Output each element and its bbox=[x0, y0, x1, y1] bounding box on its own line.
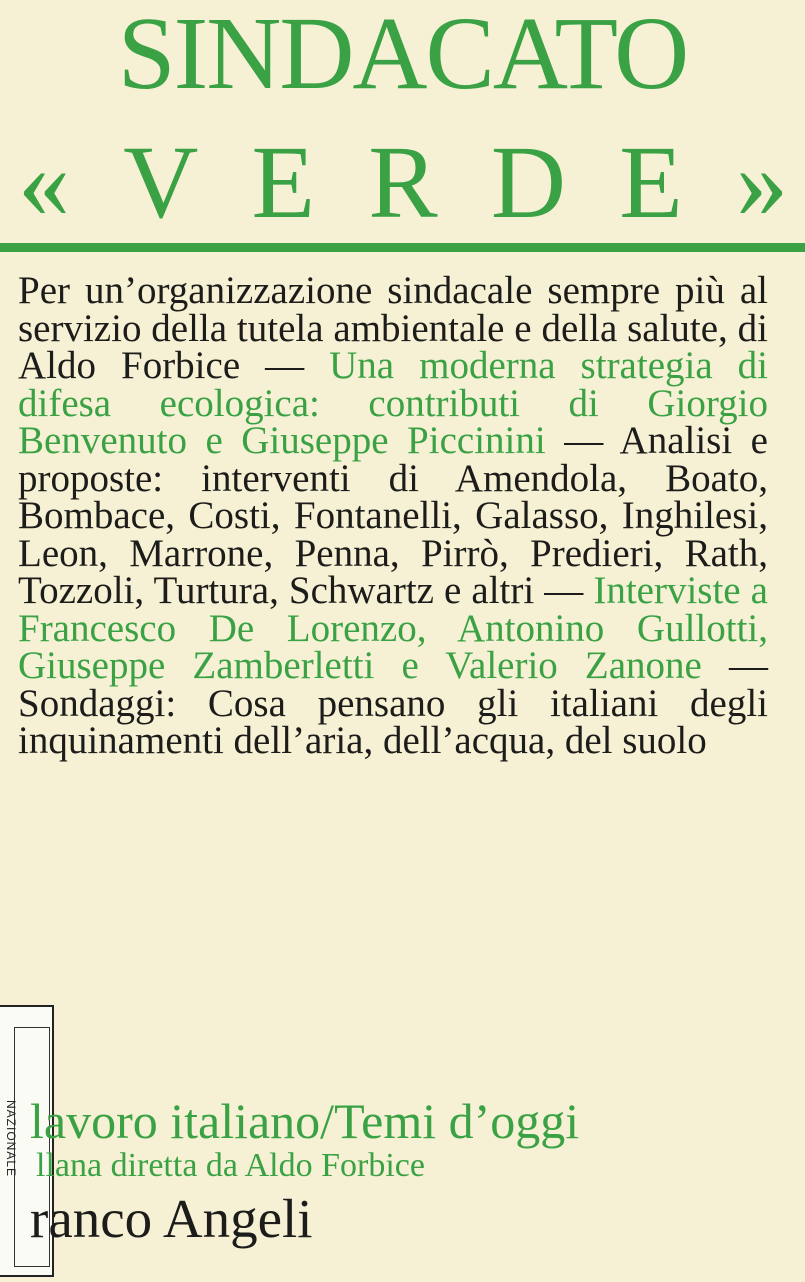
title-char: « bbox=[18, 125, 70, 240]
publisher-name: ranco Angeli bbox=[30, 1188, 313, 1249]
blurb-text: Per un’organizzazione sindacale sempre più al servizio della tutela ambientale e della salute, di Aldo Forbice — bbox=[18, 269, 768, 387]
title-line-1: SINDACATO bbox=[117, 0, 688, 111]
cover-blurb bbox=[18, 269, 768, 762]
title-char: E bbox=[619, 125, 683, 240]
title-char: R bbox=[368, 125, 438, 240]
title-line-2 bbox=[18, 125, 788, 240]
blurb-highlight: Interviste a Francesco De Lorenzo, Antonino Gullotti, Giuseppe Zamberletti e Valerio Zanone bbox=[18, 569, 768, 687]
title-char: V bbox=[123, 125, 199, 240]
blurb-text: — Analisi e proposte: interventi di Amendola, Boato, Bombace, Costi, Fontanelli, Galasso, Inghilesi, Leon, Marrone, Penna, Pirrò, Predieri, Rath, Tozzoli, Turtura, Schwartz e altri — bbox=[18, 419, 768, 612]
title-char: » bbox=[735, 125, 788, 240]
series-curator: llana diretta da Aldo Forbice bbox=[36, 1147, 425, 1184]
library-label-text: NAZIONALE bbox=[4, 1100, 18, 1178]
blurb-highlight: Una moderna strategia di difesa ecologica: contributi di Giorgio Benvenuto e Giuseppe Piccinini bbox=[18, 344, 768, 462]
title-divider bbox=[0, 243, 805, 252]
series-title: lavoro italiano/Temi d’oggi bbox=[30, 1093, 580, 1149]
title-char: D bbox=[490, 125, 566, 240]
title-char: E bbox=[251, 125, 316, 240]
blurb-text: — Sondaggi: Cosa pensano gli italiani degli inquinamenti dell’aria, dell’acqua, del suolo bbox=[18, 644, 768, 762]
